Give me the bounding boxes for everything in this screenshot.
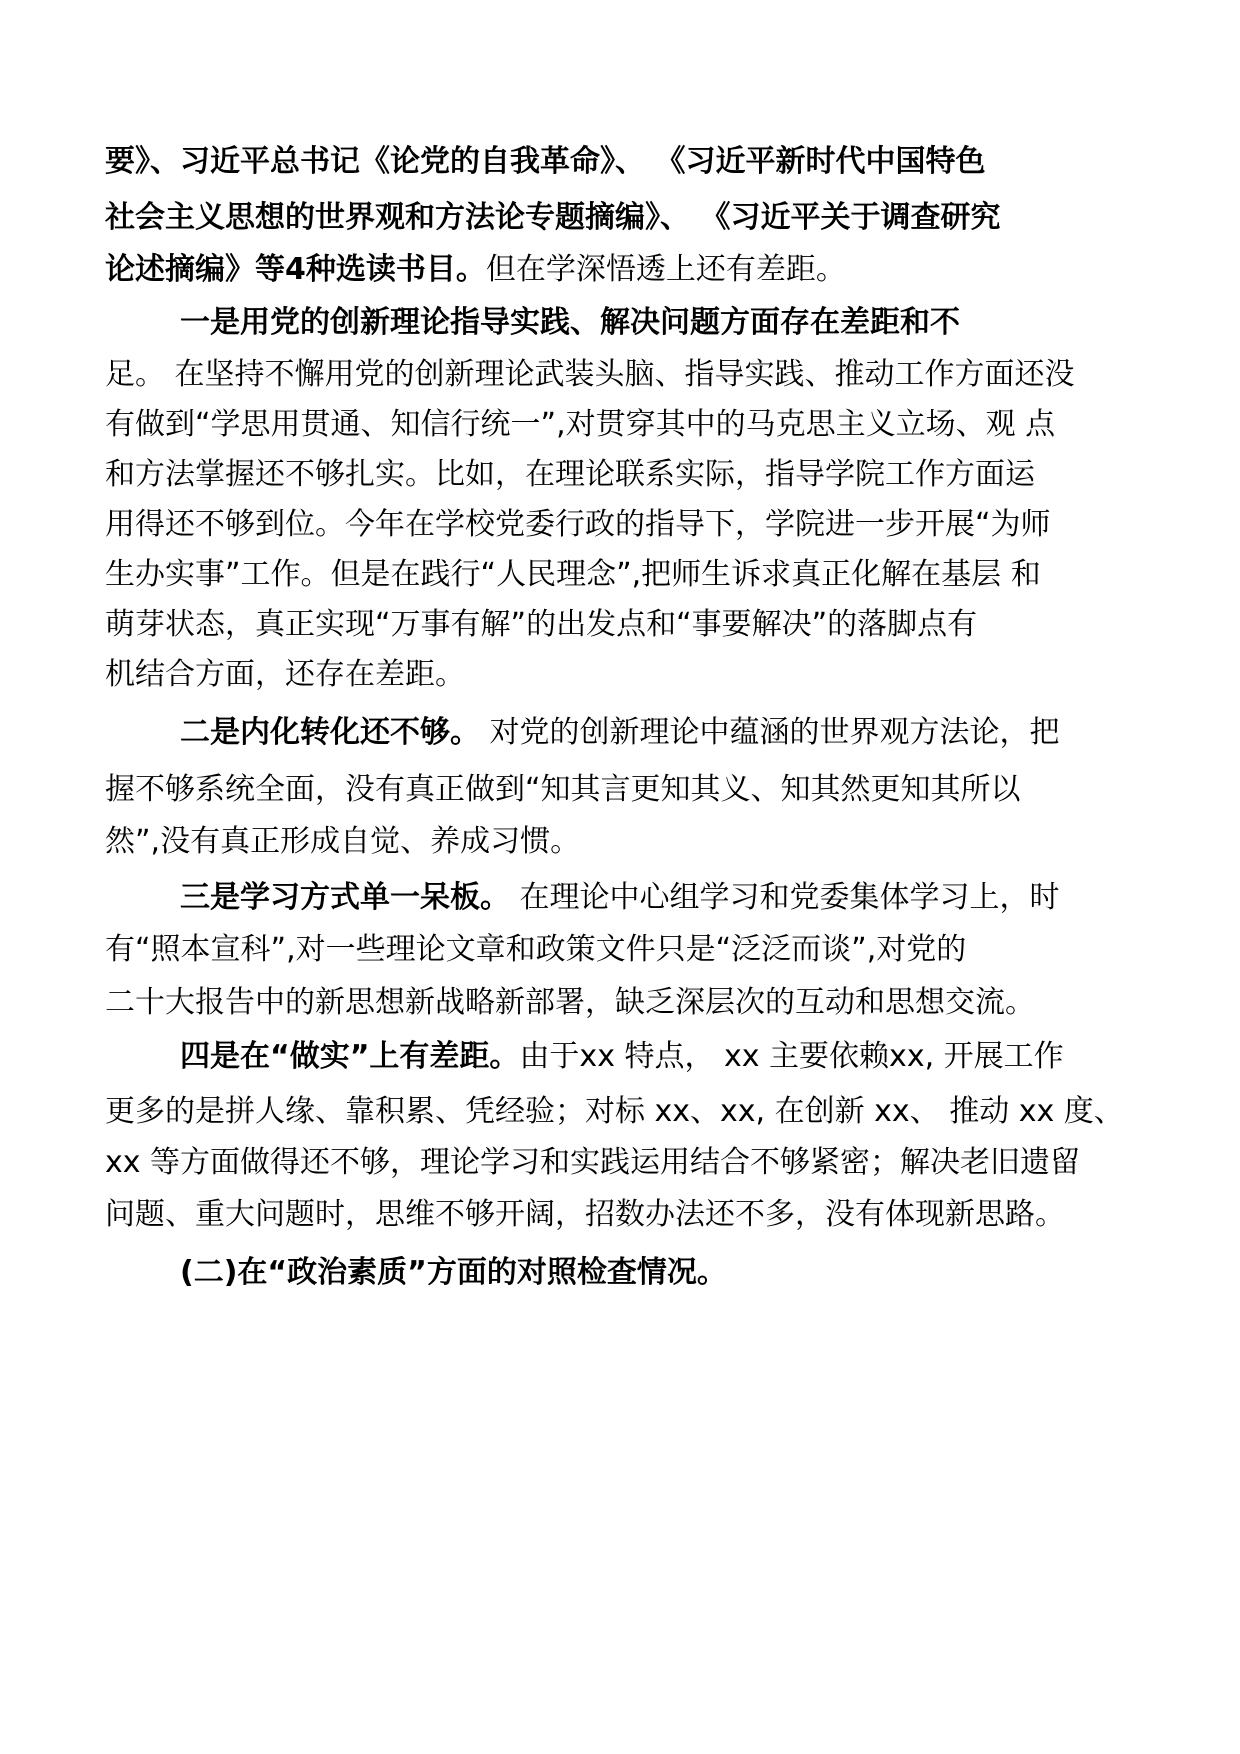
body-text: 机结合方面，还存在差距。 [105,657,465,692]
text-line [105,930,1175,970]
bold-text: 四是在“做实”上有差距。 [180,1039,520,1074]
text-line [105,405,1175,445]
bold-text: 要》、习近平总书记《论党的自我革命》、 《习近平新时代中国特色 [105,144,986,179]
body-text: 生办实事”工作。但是在践行“人民理念”,把师生诉求真正化解在基层 和 [105,557,1041,592]
bold-text: 三是学习方式单一呆板。 [180,880,510,915]
bold-text: 二是内化转化还不够。 [180,715,480,750]
text-line [105,605,1175,645]
text-line [105,1195,1175,1235]
body-text: 有“照本宣科”,对一些理论文章和政策文件只是“泛泛而谈”,对党的 [105,932,967,967]
body-text: 足。 在坚持不懈用党的创新理论武装头脑、指导实践、推动工作方面还没 [105,357,1075,392]
text-line [105,1143,1175,1183]
text-line [105,983,1175,1023]
body-text: xx 等方面做得还不够，理论学习和实践运用结合不够紧密；解决老旧遗留 [105,1145,1081,1180]
body-text: 在理论中心组学习和党委集体学习上，时 [510,880,1060,915]
bold-text: 一是用党的创新理论指导实践、解决问题方面存在差距和不 [180,305,960,340]
body-text: 由于xx 特点， xx 主要依赖xx, 开展工作 [519,1039,1064,1074]
section-heading [180,1037,1240,1077]
text-line [105,198,1175,238]
text-line [105,455,1175,495]
body-text: 然”,没有真正形成自觉、养成习惯。 [105,824,581,859]
section-heading [180,878,1240,918]
bold-text: 论述摘编》等4种选读书目。 [105,252,486,287]
body-text: 有做到“学思用贯通、知信行统一”,对贯穿其中的马克思主义立场、观 点 [105,407,1056,442]
text-line [105,555,1175,595]
section-heading [180,303,1240,343]
text-line [105,822,1175,862]
body-text: 萌芽状态，真正实现“万事有解”的出发点和“事要解决”的落脚点有 [105,607,978,642]
text-line [105,770,1175,810]
section-heading [180,713,1240,753]
text-line [105,1092,1175,1132]
bold-text: 社会主义思想的世界观和方法论专题摘编》、 《习近平关于调查研究 [105,200,1001,235]
body-text: 和方法掌握还不够扎实。比如，在理论联系实际，指导学院工作方面运 [105,457,1035,492]
body-text: 二十大报告中的新思想新战略新部署，缺乏深层次的互动和思想交流。 [105,985,1035,1020]
subsection-heading [180,1253,1240,1293]
text-line [105,655,1175,695]
body-text: 但在学深悟透上还有差距。 [485,252,846,287]
bold-text: (二)在“政治素质”方面的对照检查情况。 [180,1255,727,1290]
text-line [105,505,1175,545]
text-line [105,142,1175,182]
body-text: 问题、重大问题时，思维不够开阔，招数办法还不多，没有体现新思路。 [105,1197,1065,1232]
body-text: 用得还不够到位。今年在学校党委行政的指导下，学院进一步开展“为师 [105,507,1051,542]
body-text: 握不够系统全面，没有真正做到“知其言更知其义、知其然更知其所以 [105,772,1021,807]
text-line [105,355,1175,395]
body-text: 对党的创新理论中蕴涵的世界观方法论，把 [480,715,1060,750]
text-line [105,250,1175,290]
body-text: 更多的是拼人缘、靠积累、凭经验；对标 xx、xx, 在创新 xx、 推动 xx 度、 [105,1094,1124,1129]
